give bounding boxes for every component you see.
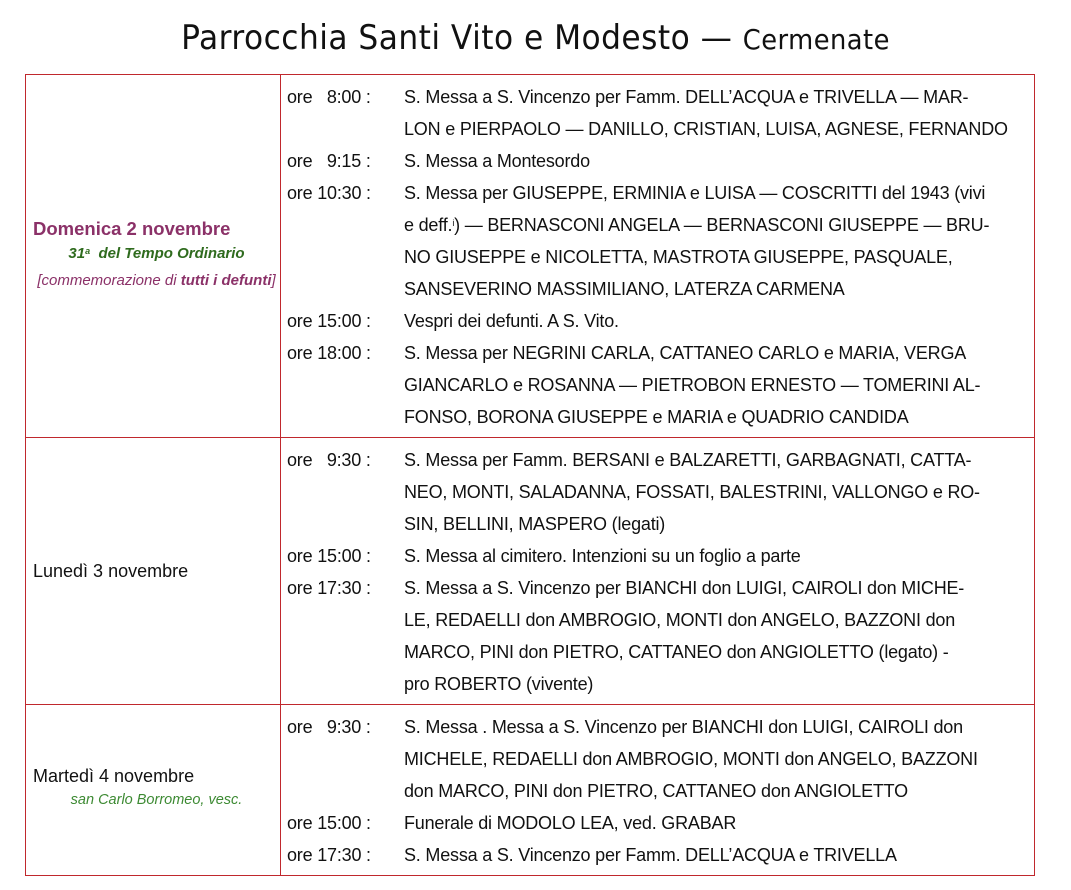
parish-name: Parrocchia Santi Vito e Modesto (181, 18, 691, 58)
event-description: Vespri dei defunti. A S. Vito. (404, 311, 619, 331)
event-time: ore 18:00 : (287, 343, 371, 363)
event-time: ore 15:00 : (287, 546, 371, 566)
events-cell (281, 75, 1035, 438)
mass-schedule-table (25, 74, 1035, 876)
event-entry (287, 305, 1028, 337)
event-time: ore 17:30 : (287, 578, 371, 598)
event-time: ore 17:30 : (287, 845, 371, 865)
event-time: ore 8:00 : (287, 87, 371, 107)
title-separator: — (700, 18, 733, 58)
footnote-marker[interactable]: i (452, 218, 455, 228)
event-entry (287, 711, 1028, 807)
day-row (26, 438, 1035, 705)
event-time: ore 15:00 : (287, 813, 371, 833)
commemoration-note: [commemorazione di tutti i defunti] (37, 272, 276, 289)
day-name: Lunedì 3 novembre (33, 560, 189, 581)
event-entry (287, 81, 1028, 145)
event-description: S. Messa a S. Vincenzo per Famm. DELL’ACQUA e TRIVELLA (404, 845, 897, 865)
event-time: ore 9:30 : (287, 450, 371, 470)
event-entry (287, 839, 1028, 871)
day-name: Martedì 4 novembre (33, 766, 195, 786)
event-entry (287, 177, 1028, 305)
event-time: ore 9:30 : (287, 717, 371, 737)
event-description: S. Messa a Montesordo (404, 151, 590, 171)
event-entry (287, 145, 1028, 177)
event-description: S. Messa per Famm. BERSANI e BALZARETTI, GARBAGNATI, CATTA- NEO, MONTI, SALADANNA, FOSSATI, BALESTRINI, VALLONGO e RO- SIN, BELLINI, MASPERO (legati) (404, 450, 980, 534)
event-description: S. Messa al cimitero. Intenzioni su un foglio a parte (404, 546, 801, 566)
day-cell (26, 75, 281, 438)
event-entry (287, 572, 1028, 700)
liturgical-week: 31$^a$ del Tempo Ordinario (68, 245, 245, 262)
parish-location: Cermenate (742, 23, 890, 56)
events-cell (281, 438, 1035, 705)
day-cell (26, 438, 281, 705)
events-cell (281, 705, 1035, 876)
event-time: ore 15:00 : (287, 311, 371, 331)
day-name: Domenica 2 novembre (33, 218, 231, 239)
event-description: Funerale di MODOLO LEA, ved. GRABAR (404, 813, 737, 833)
event-description: S. Messa a S. Vincenzo per Famm. DELL’ACQUA e TRIVELLA — MAR- LON e PIERPAOLO — DANILLO, CRISTIAN, LUISA, AGNESE, FERNANDO (404, 87, 1008, 139)
event-entry (287, 807, 1028, 839)
page-title (43, 18, 1028, 58)
event-entry (287, 540, 1028, 572)
event-time: ore 10:30 : (287, 183, 371, 203)
day-row (26, 705, 1035, 876)
event-description: S. Messa a S. Vincenzo per BIANCHI don LUIGI, CAIROLI don MICHE- LE, REDAELLI don AMBROGIO, MONTI don ANGELO, BAZZONI don MARCO, PINI don PIETRO, CATTANEO don ANGIOLETTO (legato) - pro ROBERTO (vivente) (404, 578, 965, 694)
day-row (26, 75, 1035, 438)
day-cell (26, 705, 281, 876)
event-entry (287, 337, 1028, 433)
event-description: S. Messa per NEGRINI CARLA, CATTANEO CARLO e MARIA, VERGA GIANCARLO e ROSANNA — PIETROBON ERNESTO — TOMERINI AL- FONSO, BORONA GIUSEPPE e MARIA e QUADRIO CANDIDA (404, 343, 981, 427)
event-time: ore 9:15 : (287, 151, 371, 171)
event-description: S. Messa . Messa a S. Vincenzo per BIANCHI don LUIGI, CAIROLI don MICHELE, REDAELLI don AMBROGIO, MONTI don ANGELO, BAZZONI don MARCO, PINI don PIETRO, CATTANEO don ANGIOLETTO (404, 717, 978, 801)
saint-of-day: san Carlo Borromeo, vesc. (70, 792, 243, 808)
event-entry (287, 444, 1028, 540)
event-description: S. Messa per GIUSEPPE, ERMINIA e LUISA — COSCRITTI del 1943 (vivi e deff.$^i$) — BERNASCONI ANGELA — BERNASCONI GIUSEPPE — BRU- NO GIUSEPPE e NICOLETTA, MASTROTA GIUSEPPE, PASQUALE, SANSEVERINO MASSIMILIANO, LATERZA CARMENA (404, 183, 990, 299)
